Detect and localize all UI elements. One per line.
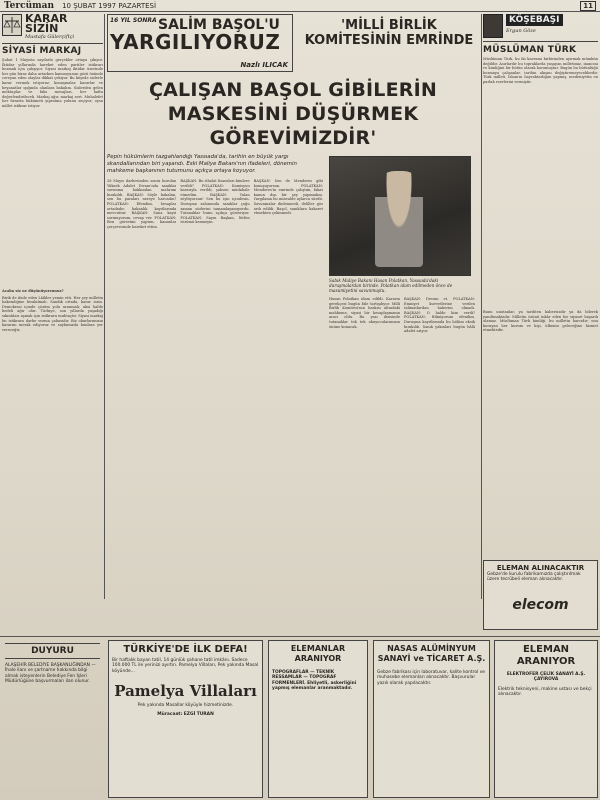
ad-pamelya-sub: Pek yakında Masallar köyüyle hizmetinizde. (137, 703, 234, 709)
ad-turkiye-title: TÜRKİYE'DE İLK DEFA! (123, 644, 248, 655)
column-title: KÖŞEBAŞI (506, 14, 563, 26)
ad-pamelya-contact: Müracaat: EZGİ TURAN (157, 711, 214, 717)
column-author: Ergun Göze (506, 28, 536, 34)
ad-brand: elecom (512, 596, 569, 613)
main-article (107, 14, 479, 454)
salim-big: YARGILIYORUZ (110, 30, 281, 54)
ad-eleman-1-text: TOPOGRAFLAR — TEKNİK RESSAMLAR — TOPOGRAF FORMENLERİ. Ehliyetli, askerliğini yapmış elemanlar aranmaktadır. (272, 670, 357, 692)
article-col-5: BAŞKAN: Devam et. POLATKAN: Emniyet kuvvetlerine verilen talimatlardan haberim olmadı. BAŞKAN: O halde kim verdi? POLATKAN: Bilmiyorum efendim. Duruşma kayıtlarında bu bölüm eksik bırakıldı. Sanık yakınları bugün hâlâ adalet arıyor. (404, 297, 475, 334)
person-figure (375, 171, 423, 267)
issue-date: 10 ŞUBAT 1997 PAZARTESİ (62, 1, 157, 10)
right-heading: MÜSLÜMAN TÜRK (483, 45, 577, 55)
duyuru-text: ALAŞEHİR BELEDİYE BAŞKANLIĞINDAN — İhale ilanı ve şartname hakkında bilgi almak isteyenlerin Belediye Fen İşleri Müdürlüğüne başvurmaları ilan olunur. (5, 663, 96, 685)
duyuru-box (2, 640, 103, 798)
photo-caption: Sabık Maliye Bakanı Hasan Polatkan, Yassıada'daki duruşmalardan birinde. Polatkan idam edilmeden önce de masumiyetini savunmuştu. (329, 278, 453, 293)
left-body-2: Birik de ifade eden Lâikler yemin etti. Her şey milletin hakemliğine bırakılmalı. Sandık ortada, karar sizin. Demokrasi içinde çözüm yolu aranmalı; aksi halde bedeli ağır olur. Türkiye, son yıllarda yaşadığı sıkıntıları aşmak için istikrara muhtaçtır. Siyasi markaj bu istikrara darbe vurma çabasıdır. Biz okurlarımızın kararını merak ediyoruz ve sayfamızda bunlara yer vereceğiz. (2, 295, 103, 332)
page-number: 11 (580, 1, 596, 11)
article-col-3: BAŞKAN: Sen de Menderes gibi konuşuyorsun. POLATKAN: Menderes'in emrinde çalıştım, fakat kanun dışı bir şey yapmadım. Yargılama bu minvalde aylarca sürdü. Savunmalar dinlenmedi, deliller göz ardı edildi. Başol, sanıklara hakaret etmekten çekinmedi. (253, 179, 323, 216)
right-body-1: Müslüman Türk, bu iki kavramı birbirinden ayırmak mümkün değildir. Asırlardır bu topraklarda yaşayan milletimiz, inancını ve kimliğini bir bütün olarak korumuştur. Bugün bu bütünlüğü bozmaya çalışanlar, tarihin akışını değiştiremeyeceklerdir. Türk milleti, İslam'ın bayraktarlığını yapmış, medeniyetin en parlak eserlerini vermiştir. (483, 57, 598, 84)
right-column (483, 14, 598, 554)
ad-eleman-1 (268, 640, 368, 798)
ad-pamelya: Pamelya Villaları (114, 682, 257, 701)
headline-quote: 'MİLLİ BİRLİK KOMİTESİNİN EMRİNDE (304, 18, 474, 48)
duyuru-title: DUYURU (5, 643, 100, 659)
article-lead: Pepin hükümlerin tazgahlandığı Yassıada'da, tarihin en büyük yargı skandallarından biri yaşandı. Eski Maliye Bakanı'nın ifadeleri, dönemin mahkeme başkanının tutumunu açıkça ortaya koyuyor. (107, 154, 297, 174)
ad-nasas-title: NASAS ALÜMİNYUM SANAYİ ve TİCARET A.Ş. (377, 644, 486, 663)
article-col-1: 28 Mayıs darbesinden sonra kurulan Yüksek Adalet Divanı'nda sanıklar savunma hakkından mahrum bırakıldı. BAŞKAN: Söyle bakalım, sen bu paraları nereye harcadın? POLATKAN: Efendim, hesaplar ortadadır, bakanlık kayıtlarında mevcuttur. BAŞKAN: Sana kayıt sormuyorum, cevap ver. POLATKAN: Ben görevimi yaptım, kanunlar çerçevesinde hareket ettim. (107, 179, 177, 229)
ad-eleman-2-title: ELEMAN ARANIYOR (516, 644, 576, 667)
karar-sizin-header (2, 14, 103, 44)
scales-icon (2, 14, 22, 36)
article-photo (329, 156, 471, 276)
ad-text: Gebze'de kurulu fabrikamızda çalıştırılmak üzere tecrübeli eleman alınacaktır. (487, 572, 581, 583)
salim-basol-box (107, 14, 293, 72)
ad-eleman-1-title: ELEMANLAR ARANIYOR (290, 644, 346, 663)
ad-eleman-2 (494, 640, 598, 798)
ad-nasas (373, 640, 490, 798)
left-body-1: Şubat 1 Mayısta sayılarla gerçekler ortaya çıkıyor. İktidar yıllarında hareket eden partiler istikrarı bozmak için çalışıyor. Siyasi markaj iktidar üzerinde her gün biraz daha artarken kamuoyunun gözü önünde cereyan eden olaylar dikkat çekiyor. Bu köşede sizlerle karar vermek istiyoruz; konuşmalar, kararlar ve beyanatlar ışığında olanlara bakalım. Sizlerden gelen mektuplar ve faks mesajları, her hafta değerlendirilecek. Markaj ağır, markaj sert. Muhalefet her fırsatta hükümeti yıpratma yolunu seçiyor; oysa millet istikrar istiyor. (2, 58, 103, 108)
bottom-divider (0, 636, 600, 637)
column-title: KARAR SİZİN (25, 12, 68, 35)
ad-nasas-text: Gebze fabrikası için laboratuvar, kalite kontrol ve muhasebe elemanları alınacaktır. Başvurular yazılı olarak yapılacaktır. (377, 670, 486, 686)
kosebasi-header (483, 14, 598, 42)
article-col-2: BAŞKAN: Bu ithalat lisansları kimlere verildi? POLATKAN: Komisyon kararıyla verildi, şahsen müdahale etmedim. BAŞKAN: Yalan söylüyorsun! Sen bu işin içindesin. Duruşma salonunda sanıklar çoğu zaman sözlerini tamamlayamıyordu. Tutanaklar bunu açıkça gösteriyor. POLATKAN: Sayın Başkan, lütfen sözümü kesmeyin. (180, 179, 250, 225)
ad-title: ELEMAN ALINACAKTIR (496, 564, 585, 572)
salim-name: SALİM BAŞOL'U (158, 17, 280, 33)
ad-eleman-2-text: Elektrik teknisyeni, makine ustası ve bekçi alınacaktır. (498, 686, 592, 698)
ad-turkiye (108, 640, 263, 798)
left-column (2, 14, 103, 704)
salim-pre: 16 YIL SONRA (110, 17, 157, 24)
ad-eleman-alinacak (483, 560, 598, 630)
left-heading: SİYASİ MARKAJ (2, 46, 82, 56)
ad-turkiye-text: Bir haftalık bayan tatil, 14 günlük şahane tatil imkânı. Sadece 100.000 TL ile yerinizi ayırtın. Pamelya Villaları, Pek yakında Masal köyünde... (112, 658, 259, 674)
top-bar (0, 0, 600, 12)
author-photo (483, 14, 503, 38)
right-body-2: Bunu unutanlar, ya tarihten habersizdir ya da bilerek yanıltmaktadır. Milletin özünü inkâr eden bir siyaset başarılı olamaz. Müslüman Türk kimliği, bu milletin harcıdır; onu koruyan her kurum ve kişi, ülkenin geleceğine hizmet etmektedir. (483, 310, 598, 333)
left-subhead: Acaba siz ne düşünüyorsunuz? (2, 289, 64, 293)
main-headline: ÇALIŞAN BAŞOL GİBİLERİN MASKESİNİ DÜŞÜRMEK GÖREVİMİZDİR' (149, 79, 437, 149)
article-col-4: Hasan Polatkan idam edildi. Kararın gerekçesi bugün bile tartışılıyor. Milli Birlik Komitesi'nin baskısı altındaki mahkeme, siyasi bir hesaplaşmanın aracı oldu. Bu yazı dizisinde tutanaklar tek tek okuyucularımızın önüne konacak. (329, 297, 400, 329)
ad-eleman-2-company: ELEKTROFER ÇELİK SANAYİ A.Ş. ÇAYIROVA (506, 672, 586, 683)
salim-author: Nazlı ILICAK (240, 61, 288, 69)
column-author: Mustafa Gülerçiftçi (25, 34, 75, 40)
column-divider (104, 14, 105, 599)
column-divider (481, 14, 482, 599)
paper-name: Tercüman (4, 0, 55, 11)
